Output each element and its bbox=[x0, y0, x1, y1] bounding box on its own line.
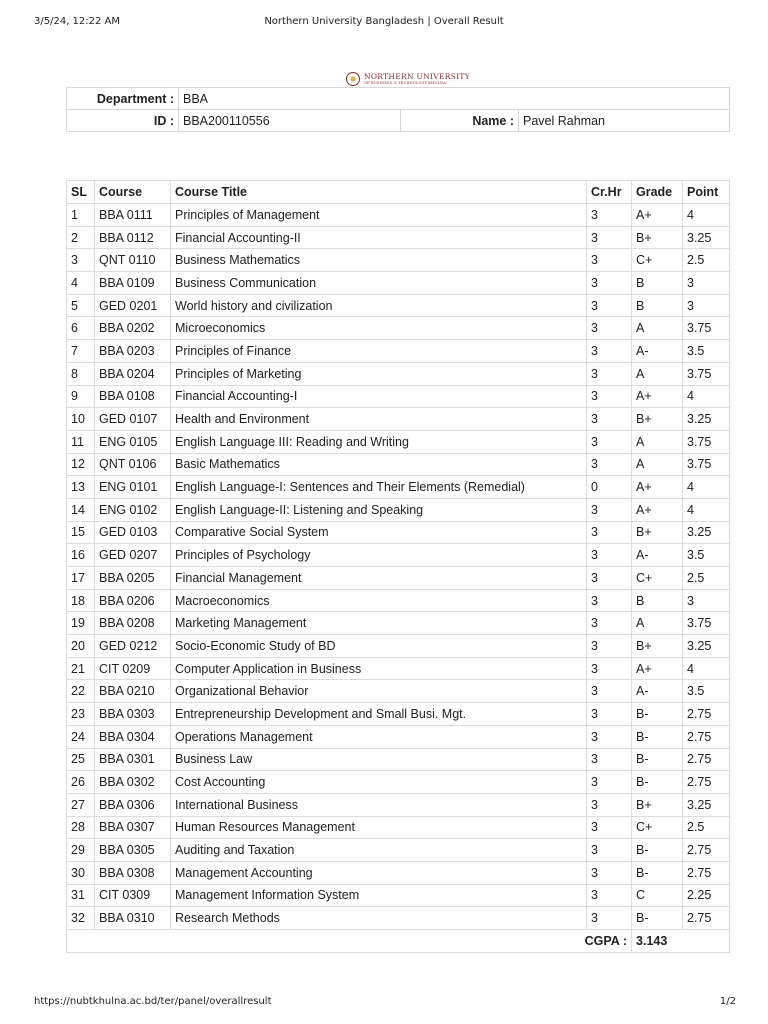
result-row bbox=[67, 453, 730, 476]
result-row bbox=[67, 544, 730, 567]
course-title-cell: Organizational Behavior bbox=[171, 680, 587, 703]
course-title-cell: Management Information System bbox=[171, 884, 587, 907]
grade-cell: A+ bbox=[632, 476, 683, 499]
result-row bbox=[67, 362, 730, 385]
header-sl: SL bbox=[67, 181, 95, 204]
course-title-cell: World history and civilization bbox=[171, 294, 587, 317]
result-row bbox=[67, 476, 730, 499]
course-code-cell: BBA 0112 bbox=[95, 226, 171, 249]
sl-cell: 13 bbox=[67, 476, 95, 499]
course-code-cell: BBA 0310 bbox=[95, 907, 171, 930]
sl-cell: 12 bbox=[67, 453, 95, 476]
result-row bbox=[67, 340, 730, 363]
grade-cell: B+ bbox=[632, 226, 683, 249]
course-title-cell: Auditing and Taxation bbox=[171, 839, 587, 862]
result-row bbox=[67, 816, 730, 839]
sl-cell: 28 bbox=[67, 816, 95, 839]
header-course-title: Course Title bbox=[171, 181, 587, 204]
course-title-cell: Operations Management bbox=[171, 725, 587, 748]
grade-cell: B+ bbox=[632, 635, 683, 658]
point-cell: 3.25 bbox=[683, 408, 730, 431]
course-title-cell: English Language-II: Listening and Speaking bbox=[171, 498, 587, 521]
sl-cell: 5 bbox=[67, 294, 95, 317]
sl-cell: 29 bbox=[67, 839, 95, 862]
point-cell: 3.75 bbox=[683, 317, 730, 340]
result-row bbox=[67, 521, 730, 544]
course-code-cell: BBA 0208 bbox=[95, 612, 171, 635]
grade-cell: A- bbox=[632, 544, 683, 567]
result-row bbox=[67, 771, 730, 794]
course-code-cell: GED 0207 bbox=[95, 544, 171, 567]
point-cell: 3.75 bbox=[683, 362, 730, 385]
course-title-cell: English Language-I: Sentences and Their Elements (Remedial) bbox=[171, 476, 587, 499]
grade-cell: B- bbox=[632, 861, 683, 884]
credit-hours-cell: 3 bbox=[587, 294, 632, 317]
course-title-cell: Socio-Economic Study of BD bbox=[171, 635, 587, 658]
credit-hours-cell: 3 bbox=[587, 771, 632, 794]
sl-cell: 24 bbox=[67, 725, 95, 748]
credit-hours-cell: 3 bbox=[587, 340, 632, 363]
course-code-cell: CIT 0209 bbox=[95, 657, 171, 680]
result-row bbox=[67, 589, 730, 612]
point-cell: 3.25 bbox=[683, 226, 730, 249]
course-title-cell: Principles of Psychology bbox=[171, 544, 587, 567]
grade-cell: C+ bbox=[632, 249, 683, 272]
sl-cell: 31 bbox=[67, 884, 95, 907]
course-title-cell: Macroeconomics bbox=[171, 589, 587, 612]
sl-cell: 4 bbox=[67, 272, 95, 295]
credit-hours-cell: 3 bbox=[587, 907, 632, 930]
grade-cell: A+ bbox=[632, 657, 683, 680]
sl-cell: 27 bbox=[67, 793, 95, 816]
credit-hours-cell: 3 bbox=[587, 612, 632, 635]
grade-cell: B- bbox=[632, 907, 683, 930]
course-code-cell: BBA 0307 bbox=[95, 816, 171, 839]
print-url: https://nubtkhulna.ac.bd/ter/panel/overallresult bbox=[34, 996, 272, 1007]
grade-cell: B bbox=[632, 294, 683, 317]
sl-cell: 20 bbox=[67, 635, 95, 658]
result-row bbox=[67, 567, 730, 590]
course-title-cell: Principles of Management bbox=[171, 204, 587, 227]
grade-cell: B- bbox=[632, 839, 683, 862]
grade-cell: C bbox=[632, 884, 683, 907]
logo-sub-text: OF BUSINESS & TECHNOLOGY KHULNA bbox=[364, 80, 447, 85]
result-row bbox=[67, 226, 730, 249]
result-row bbox=[67, 385, 730, 408]
point-cell: 2.75 bbox=[683, 839, 730, 862]
result-row bbox=[67, 703, 730, 726]
point-cell: 2.75 bbox=[683, 861, 730, 884]
credit-hours-cell: 3 bbox=[587, 362, 632, 385]
grade-cell: A bbox=[632, 430, 683, 453]
credit-hours-cell: 3 bbox=[587, 521, 632, 544]
credit-hours-cell: 3 bbox=[587, 204, 632, 227]
point-cell: 2.75 bbox=[683, 748, 730, 771]
course-code-cell: BBA 0306 bbox=[95, 793, 171, 816]
sl-cell: 22 bbox=[67, 680, 95, 703]
point-cell: 4 bbox=[683, 498, 730, 521]
course-code-cell: BBA 0111 bbox=[95, 204, 171, 227]
grade-cell: B- bbox=[632, 771, 683, 794]
department-row bbox=[67, 88, 730, 110]
course-code-cell: GED 0103 bbox=[95, 521, 171, 544]
point-cell: 2.5 bbox=[683, 249, 730, 272]
sl-cell: 26 bbox=[67, 771, 95, 794]
sl-cell: 32 bbox=[67, 907, 95, 930]
course-title-cell: English Language III: Reading and Writing bbox=[171, 430, 587, 453]
course-code-cell: BBA 0301 bbox=[95, 748, 171, 771]
point-cell: 3 bbox=[683, 272, 730, 295]
course-title-cell: Comparative Social System bbox=[171, 521, 587, 544]
course-title-cell: Entrepreneurship Development and Small Busi. Mgt. bbox=[171, 703, 587, 726]
grade-cell: B- bbox=[632, 748, 683, 771]
print-date: 3/5/24, 12:22 AM bbox=[34, 16, 121, 27]
grade-cell: C+ bbox=[632, 567, 683, 590]
id-name-row bbox=[67, 110, 730, 132]
course-code-cell: BBA 0109 bbox=[95, 272, 171, 295]
sl-cell: 8 bbox=[67, 362, 95, 385]
course-title-cell: Principles of Finance bbox=[171, 340, 587, 363]
point-cell: 4 bbox=[683, 476, 730, 499]
sl-cell: 2 bbox=[67, 226, 95, 249]
page-number: 1/2 bbox=[719, 996, 736, 1007]
sl-cell: 18 bbox=[67, 589, 95, 612]
course-code-cell: GED 0212 bbox=[95, 635, 171, 658]
sl-cell: 6 bbox=[67, 317, 95, 340]
point-cell: 2.5 bbox=[683, 816, 730, 839]
sl-cell: 21 bbox=[67, 657, 95, 680]
point-cell: 2.75 bbox=[683, 703, 730, 726]
course-code-cell: QNT 0110 bbox=[95, 249, 171, 272]
course-title-cell: Financial Accounting-II bbox=[171, 226, 587, 249]
student-info-table bbox=[66, 87, 730, 132]
result-row bbox=[67, 498, 730, 521]
point-cell: 3.75 bbox=[683, 612, 730, 635]
credit-hours-cell: 3 bbox=[587, 498, 632, 521]
grade-cell: A+ bbox=[632, 385, 683, 408]
point-cell: 3.5 bbox=[683, 680, 730, 703]
course-title-cell: Marketing Management bbox=[171, 612, 587, 635]
course-title-cell: Principles of Marketing bbox=[171, 362, 587, 385]
grade-cell: C+ bbox=[632, 816, 683, 839]
credit-hours-cell: 3 bbox=[587, 839, 632, 862]
print-title: Northern University Bangladesh | Overall Result bbox=[264, 16, 504, 27]
result-row bbox=[67, 907, 730, 930]
credit-hours-cell: 3 bbox=[587, 272, 632, 295]
course-code-cell: ENG 0102 bbox=[95, 498, 171, 521]
cgpa-row bbox=[67, 930, 730, 953]
sl-cell: 7 bbox=[67, 340, 95, 363]
course-title-cell: Cost Accounting bbox=[171, 771, 587, 794]
course-code-cell: BBA 0305 bbox=[95, 839, 171, 862]
point-cell: 2.25 bbox=[683, 884, 730, 907]
name-label: Name : bbox=[401, 110, 519, 132]
point-cell: 3.75 bbox=[683, 453, 730, 476]
department-value: BBA bbox=[179, 88, 730, 110]
point-cell: 4 bbox=[683, 657, 730, 680]
point-cell: 4 bbox=[683, 204, 730, 227]
sl-cell: 16 bbox=[67, 544, 95, 567]
result-row bbox=[67, 612, 730, 635]
course-code-cell: CIT 0309 bbox=[95, 884, 171, 907]
course-title-cell: Microeconomics bbox=[171, 317, 587, 340]
course-title-cell: International Business bbox=[171, 793, 587, 816]
sl-cell: 9 bbox=[67, 385, 95, 408]
result-row bbox=[67, 317, 730, 340]
course-title-cell: Health and Environment bbox=[171, 408, 587, 431]
sl-cell: 15 bbox=[67, 521, 95, 544]
credit-hours-cell: 3 bbox=[587, 657, 632, 680]
results-table bbox=[66, 180, 730, 953]
course-code-cell: ENG 0105 bbox=[95, 430, 171, 453]
course-code-cell: BBA 0303 bbox=[95, 703, 171, 726]
course-code-cell: ENG 0101 bbox=[95, 476, 171, 499]
credit-hours-cell: 3 bbox=[587, 816, 632, 839]
id-value: BBA200110556 bbox=[179, 110, 401, 132]
credit-hours-cell: 3 bbox=[587, 317, 632, 340]
credit-hours-cell: 3 bbox=[587, 408, 632, 431]
result-row bbox=[67, 204, 730, 227]
course-code-cell: BBA 0308 bbox=[95, 861, 171, 884]
sl-cell: 11 bbox=[67, 430, 95, 453]
grade-cell: A bbox=[632, 317, 683, 340]
course-title-cell: Management Accounting bbox=[171, 861, 587, 884]
course-code-cell: BBA 0206 bbox=[95, 589, 171, 612]
grade-cell: B bbox=[632, 272, 683, 295]
course-code-cell: GED 0107 bbox=[95, 408, 171, 431]
result-row bbox=[67, 861, 730, 884]
credit-hours-cell: 3 bbox=[587, 430, 632, 453]
grade-cell: A bbox=[632, 362, 683, 385]
course-code-cell: BBA 0202 bbox=[95, 317, 171, 340]
sl-cell: 1 bbox=[67, 204, 95, 227]
grade-cell: A bbox=[632, 612, 683, 635]
credit-hours-cell: 3 bbox=[587, 589, 632, 612]
university-logo bbox=[346, 70, 470, 88]
point-cell: 3.75 bbox=[683, 430, 730, 453]
grade-cell: B- bbox=[632, 725, 683, 748]
point-cell: 3.25 bbox=[683, 793, 730, 816]
course-code-cell: BBA 0304 bbox=[95, 725, 171, 748]
course-code-cell: GED 0201 bbox=[95, 294, 171, 317]
point-cell: 3.25 bbox=[683, 521, 730, 544]
grade-cell: A+ bbox=[632, 204, 683, 227]
logo-main-text: NORTHERN UNIVERSITY bbox=[364, 72, 470, 81]
header-course: Course bbox=[95, 181, 171, 204]
result-row bbox=[67, 725, 730, 748]
course-title-cell: Basic Mathematics bbox=[171, 453, 587, 476]
point-cell: 2.75 bbox=[683, 907, 730, 930]
result-row bbox=[67, 839, 730, 862]
credit-hours-cell: 3 bbox=[587, 635, 632, 658]
course-title-cell: Research Methods bbox=[171, 907, 587, 930]
sl-cell: 14 bbox=[67, 498, 95, 521]
name-value: Pavel Rahman bbox=[519, 110, 730, 132]
course-title-cell: Business Law bbox=[171, 748, 587, 771]
id-label: ID : bbox=[67, 110, 179, 132]
credit-hours-cell: 3 bbox=[587, 793, 632, 816]
credit-hours-cell: 3 bbox=[587, 748, 632, 771]
point-cell: 3.25 bbox=[683, 635, 730, 658]
sl-cell: 17 bbox=[67, 567, 95, 590]
point-cell: 4 bbox=[683, 385, 730, 408]
course-code-cell: BBA 0302 bbox=[95, 771, 171, 794]
credit-hours-cell: 3 bbox=[587, 861, 632, 884]
header-credit-hours: Cr.Hr bbox=[587, 181, 632, 204]
seal-icon bbox=[346, 72, 360, 86]
sl-cell: 23 bbox=[67, 703, 95, 726]
header-point: Point bbox=[683, 181, 730, 204]
grade-cell: A bbox=[632, 453, 683, 476]
course-title-cell: Business Mathematics bbox=[171, 249, 587, 272]
result-row bbox=[67, 294, 730, 317]
credit-hours-cell: 3 bbox=[587, 884, 632, 907]
course-code-cell: BBA 0204 bbox=[95, 362, 171, 385]
point-cell: 2.75 bbox=[683, 725, 730, 748]
credit-hours-cell: 3 bbox=[587, 453, 632, 476]
grade-cell: B+ bbox=[632, 408, 683, 431]
course-title-cell: Financial Accounting-I bbox=[171, 385, 587, 408]
course-title-cell: Financial Management bbox=[171, 567, 587, 590]
cgpa-value: 3.143 bbox=[632, 930, 730, 953]
point-cell: 3 bbox=[683, 294, 730, 317]
course-code-cell: BBA 0203 bbox=[95, 340, 171, 363]
result-row bbox=[67, 748, 730, 771]
point-cell: 3.5 bbox=[683, 544, 730, 567]
sl-cell: 10 bbox=[67, 408, 95, 431]
result-row bbox=[67, 249, 730, 272]
result-row bbox=[67, 272, 730, 295]
credit-hours-cell: 3 bbox=[587, 385, 632, 408]
credit-hours-cell: 0 bbox=[587, 476, 632, 499]
point-cell: 3.5 bbox=[683, 340, 730, 363]
course-title-cell: Business Communication bbox=[171, 272, 587, 295]
credit-hours-cell: 3 bbox=[587, 680, 632, 703]
course-code-cell: BBA 0108 bbox=[95, 385, 171, 408]
grade-cell: B+ bbox=[632, 521, 683, 544]
sl-cell: 3 bbox=[67, 249, 95, 272]
result-row bbox=[67, 408, 730, 431]
credit-hours-cell: 3 bbox=[587, 567, 632, 590]
grade-cell: A- bbox=[632, 680, 683, 703]
credit-hours-cell: 3 bbox=[587, 249, 632, 272]
sl-cell: 30 bbox=[67, 861, 95, 884]
result-row bbox=[67, 793, 730, 816]
credit-hours-cell: 3 bbox=[587, 544, 632, 567]
course-code-cell: BBA 0210 bbox=[95, 680, 171, 703]
course-title-cell: Human Resources Management bbox=[171, 816, 587, 839]
result-row bbox=[67, 680, 730, 703]
grade-cell: B+ bbox=[632, 793, 683, 816]
course-code-cell: BBA 0205 bbox=[95, 567, 171, 590]
point-cell: 2.5 bbox=[683, 567, 730, 590]
point-cell: 3 bbox=[683, 589, 730, 612]
grade-cell: B bbox=[632, 589, 683, 612]
result-row bbox=[67, 657, 730, 680]
credit-hours-cell: 3 bbox=[587, 703, 632, 726]
results-header-row bbox=[67, 181, 730, 204]
credit-hours-cell: 3 bbox=[587, 725, 632, 748]
result-row bbox=[67, 430, 730, 453]
header-grade: Grade bbox=[632, 181, 683, 204]
sl-cell: 19 bbox=[67, 612, 95, 635]
credit-hours-cell: 3 bbox=[587, 226, 632, 249]
result-row bbox=[67, 635, 730, 658]
grade-cell: A+ bbox=[632, 498, 683, 521]
course-title-cell: Computer Application in Business bbox=[171, 657, 587, 680]
department-label: Department : bbox=[67, 88, 179, 110]
point-cell: 2.75 bbox=[683, 771, 730, 794]
course-code-cell: QNT 0106 bbox=[95, 453, 171, 476]
cgpa-label: CGPA : bbox=[67, 930, 632, 953]
sl-cell: 25 bbox=[67, 748, 95, 771]
result-row bbox=[67, 884, 730, 907]
grade-cell: A- bbox=[632, 340, 683, 363]
grade-cell: B- bbox=[632, 703, 683, 726]
